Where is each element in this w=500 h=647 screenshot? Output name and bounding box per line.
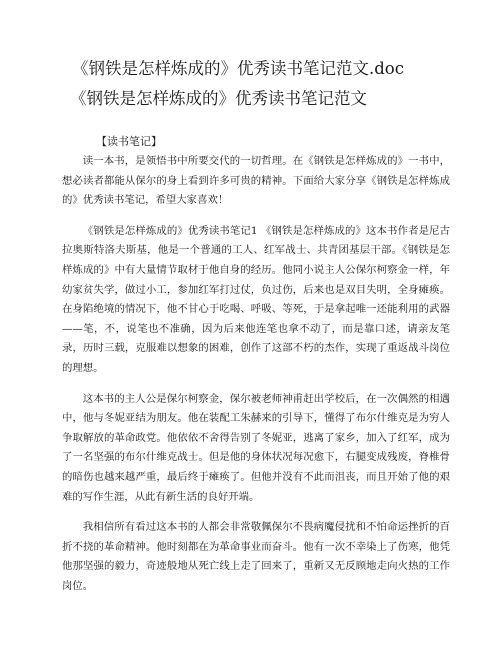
paragraph-author: 《钢铁是怎样炼成的》优秀读书笔记1 《钢铁是怎样炼成的》这本书作者是尼古拉奥斯特洛夫斯基，他是一个普通的工人、红军战士、共青团基层干部。《钢铁是怎样炼成的》中有大量情节取材于他自身的经历。他同小说主人公保尔柯察金一样，年幼家贫失学，做过小工，参加红军打过仗，负过伤，后来也是双目失明，全身瘫痪。在身陷绝境的情况下，他不甘心于吃喝、呼吸、等死，于是拿起唯一还能利用的武器——笔，不，说笔也不准确，因为后来他连笔也拿不动了，而是靠口述，请亲友笔录，历时三载，克服难以想象的困难，创作了这部不朽的杰作，实现了重返战斗岗位的理想。 bbox=[62, 224, 450, 374]
document-title: 《钢铁是怎样炼成的》优秀读书笔记范文.doc bbox=[72, 59, 404, 78]
paragraph-protagonist: 这本书的主人公是保尔柯察金，保尔被老师神甫赶出学校后，在一次偶然的相遇中，他与冬妮亚结为朋友。他在装配工朱赫来的引导下，懂得了布尔什维克是为穷人争取解放的革命政党。他依依不舍得告别了冬妮亚，逃离了家乡，加入了红军，成为了一名坚强的布尔什维克战士。但是他的身体状况每况愈下，右腿变成残废，脊椎骨的暗伤也越来越严重，最后终于瘫痪了。但他并没有不此而沮丧，而且开始了他的艰难的写作生涯，从此有新生活的良好开端。 bbox=[62, 392, 450, 503]
section-label: 【读书笔记】 bbox=[96, 135, 162, 148]
document-subtitle: 《钢铁是怎样炼成的》优秀读书笔记范文 bbox=[70, 89, 367, 108]
paragraph-intro: 读一本书，是领悟书中所要交代的一切哲理。在《钢铁是怎样炼成的》一书中，想必读者都能从保尔的身上看到许多可贵的精神。下面给大家分享《钢铁是怎样炼成的》优秀读书笔记，希望大家喜欢！ bbox=[62, 155, 450, 207]
document-body bbox=[62, 152, 450, 596]
paragraph-spirit: 我相信所有看过这本书的人都会非常敬佩保尔不畏病魔侵扰和不怕命运挫折的百折不挠的革命精神。他时刻都在为革命事业而奋斗。他有一次不幸染上了伤寒，他凭他那坚强的毅力，奇迹般地从死亡线上走了回来了，重新又无反顾地走向火热的工作岗位。 bbox=[62, 521, 450, 592]
